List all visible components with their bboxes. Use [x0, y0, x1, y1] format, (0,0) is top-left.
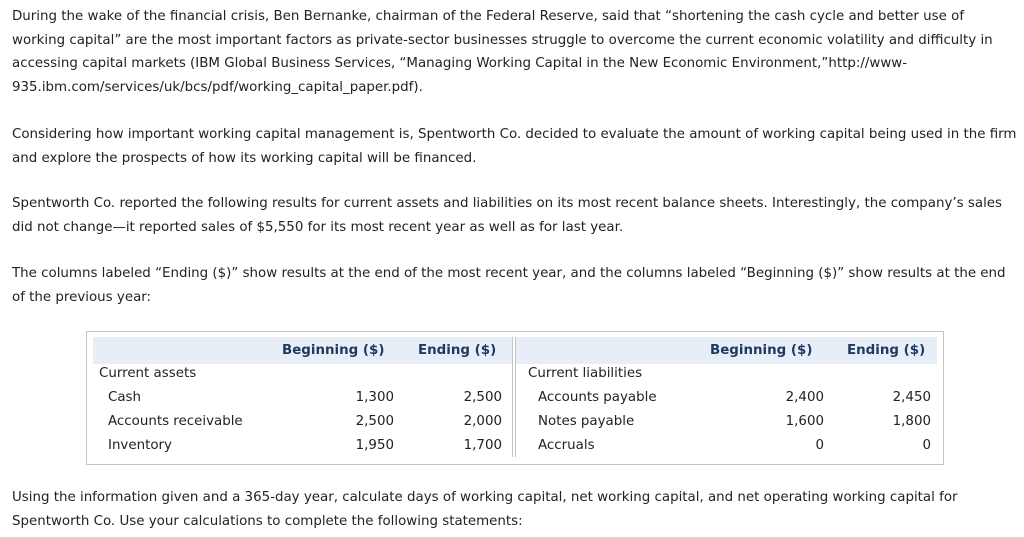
instructions-paragraph: Using the information given and a 365-day year, calculate days of working capital, net working capital, and net operating working capital for Spentworth Co. Use your calculations to complete the following statements:: [12, 490, 958, 529]
asset-row-beginning: 2,500: [355, 414, 394, 429]
liability-row-ending: 0: [922, 438, 931, 453]
liabilities-ending-header: Ending ($): [847, 343, 926, 358]
asset-row-label: Inventory: [108, 438, 172, 453]
liability-row-ending: 1,800: [892, 414, 931, 429]
asset-row-ending: 1,700: [463, 438, 502, 453]
liability-row-ending: 2,450: [892, 390, 931, 405]
table-column-divider: [512, 337, 516, 457]
asset-row-label: Cash: [108, 390, 142, 405]
current-liabilities-label: Current liabilities: [528, 366, 643, 381]
assets-beginning-header: Beginning ($): [282, 343, 385, 358]
liability-row-beginning: 0: [815, 438, 824, 453]
assets-ending-header: Ending ($): [418, 343, 497, 358]
liability-row-beginning: 1,600: [785, 414, 824, 429]
liability-row-label: Accruals: [538, 438, 595, 453]
asset-row-label: Accounts receivable: [108, 414, 243, 429]
liability-row-beginning: 2,400: [785, 390, 824, 405]
liabilities-beginning-header: Beginning ($): [710, 343, 813, 358]
columns-explanation-paragraph: The columns labeled “Ending ($)” show results at the end of the most recent year, and the columns labeled “Beginning ($)” show results at the end of the previous year:: [12, 266, 1006, 305]
asset-row-beginning: 1,950: [355, 438, 394, 453]
intro-paragraph: During the wake of the financial crisis, Ben Bernanke, chairman of the Federal Reserve, said that “shortening the cash cycle and better use of working capital” are the most important factors as private-sector businesses struggle to overcome the current economic volatility and difficulty in accessing capital markets (IBM Global Business Services, “Managing Working Capital in the New Economic Environment,”http://www-935.ibm.com/services/uk/bcs/pdf/working_capital_paper.pdf).: [12, 9, 993, 95]
liability-row-label: Accounts payable: [538, 390, 657, 405]
current-assets-label: Current assets: [99, 366, 197, 381]
asset-row-beginning: 1,300: [355, 390, 394, 405]
liability-row-label: Notes payable: [538, 414, 635, 429]
balance-sheet-table: [86, 331, 944, 465]
asset-row-ending: 2,000: [463, 414, 502, 429]
asset-row-ending: 2,500: [463, 390, 502, 405]
results-paragraph: Spentworth Co. reported the following results for current assets and liabilities on its most recent balance sheets. Interestingly, the company’s sales did not change—it reported sales of $5,550 for its most recent year as well as for last year.: [12, 196, 1003, 235]
context-paragraph: Considering how important working capital management is, Spentworth Co. decided to evaluate the amount of working capital being used in the firm and explore the prospects of how its working capital will be financed.: [12, 127, 1017, 166]
